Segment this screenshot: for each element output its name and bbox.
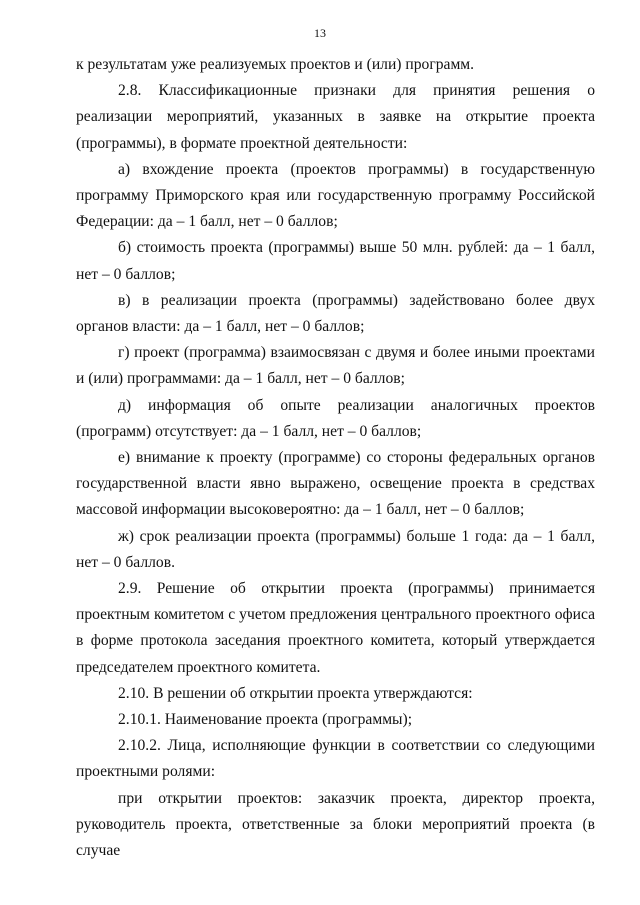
list-item-zh: ж) срок реализации проекта (программы) больше 1 года: да – 1 балл, нет – 0 баллов.: [76, 527, 595, 571]
page-number: 13: [314, 26, 326, 40]
paragraph-2-10: 2.10. В решении об открытии проекта утверждаются:: [118, 684, 473, 702]
paragraph: к результатам уже реализуемых проектов и (или) программ.: [76, 56, 475, 73]
paragraph-roles: при открытии проектов: заказчик проекта, директор проекта, руководитель проекта, ответственные за блоки мероприятий проекта (в случае: [76, 789, 595, 860]
paragraph-2-8: 2.8. Классификационные признаки для принятия решения о реализации мероприятий, указанных в заявке на открытие проекта (программы), в формате проектной деятельности:: [76, 82, 595, 152]
list-item-b: б) стоимость проекта (программы) выше 50 млн. рублей: да – 1 балл, нет – 0 баллов;: [76, 239, 595, 283]
list-item-e: е) внимание к проекту (программе) со стороны федеральных органов государственной власти явно выражено, освещение проекта в средствах массовой информации высоковероятно: да – 1 балл, нет – 0 баллов;: [76, 449, 595, 519]
paragraph-2-10-1: 2.10.1. Наименование проекта (программы);: [118, 711, 413, 729]
list-item-g: г) проект (программа) взаимосвязан с двумя и более иными проектами и (или) программами: да – 1 балл, нет – 0 баллов;: [76, 344, 595, 388]
list-item-d: д) информация об опыте реализации аналогичных проектов (программ) отсутствует: да – 1 балл, нет – 0 баллов;: [76, 396, 595, 440]
list-item-a: а) вхождение проекта (проектов программы) в государственную программу Приморского края или государственную программу Российской Федерации: да – 1 балл, нет – 0 баллов;: [76, 160, 595, 231]
paragraph-2-10-2: 2.10.2. Лица, исполняющие функции в соответствии со следующими проектными ролями:: [76, 737, 595, 781]
list-item-v: в) в реализации проекта (программы) задействовано более двух органов власти: да – 1 балл, нет – 0 баллов;: [76, 291, 595, 336]
document-body: [76, 52, 595, 864]
paragraph-2-9: 2.9. Решение об открытии проекта (программы) принимается проектным комитетом с учетом предложения центрального проектного офиса в форме протокола заседания проектного комитета, который утверждается председателем проектного комитета.: [76, 580, 595, 676]
